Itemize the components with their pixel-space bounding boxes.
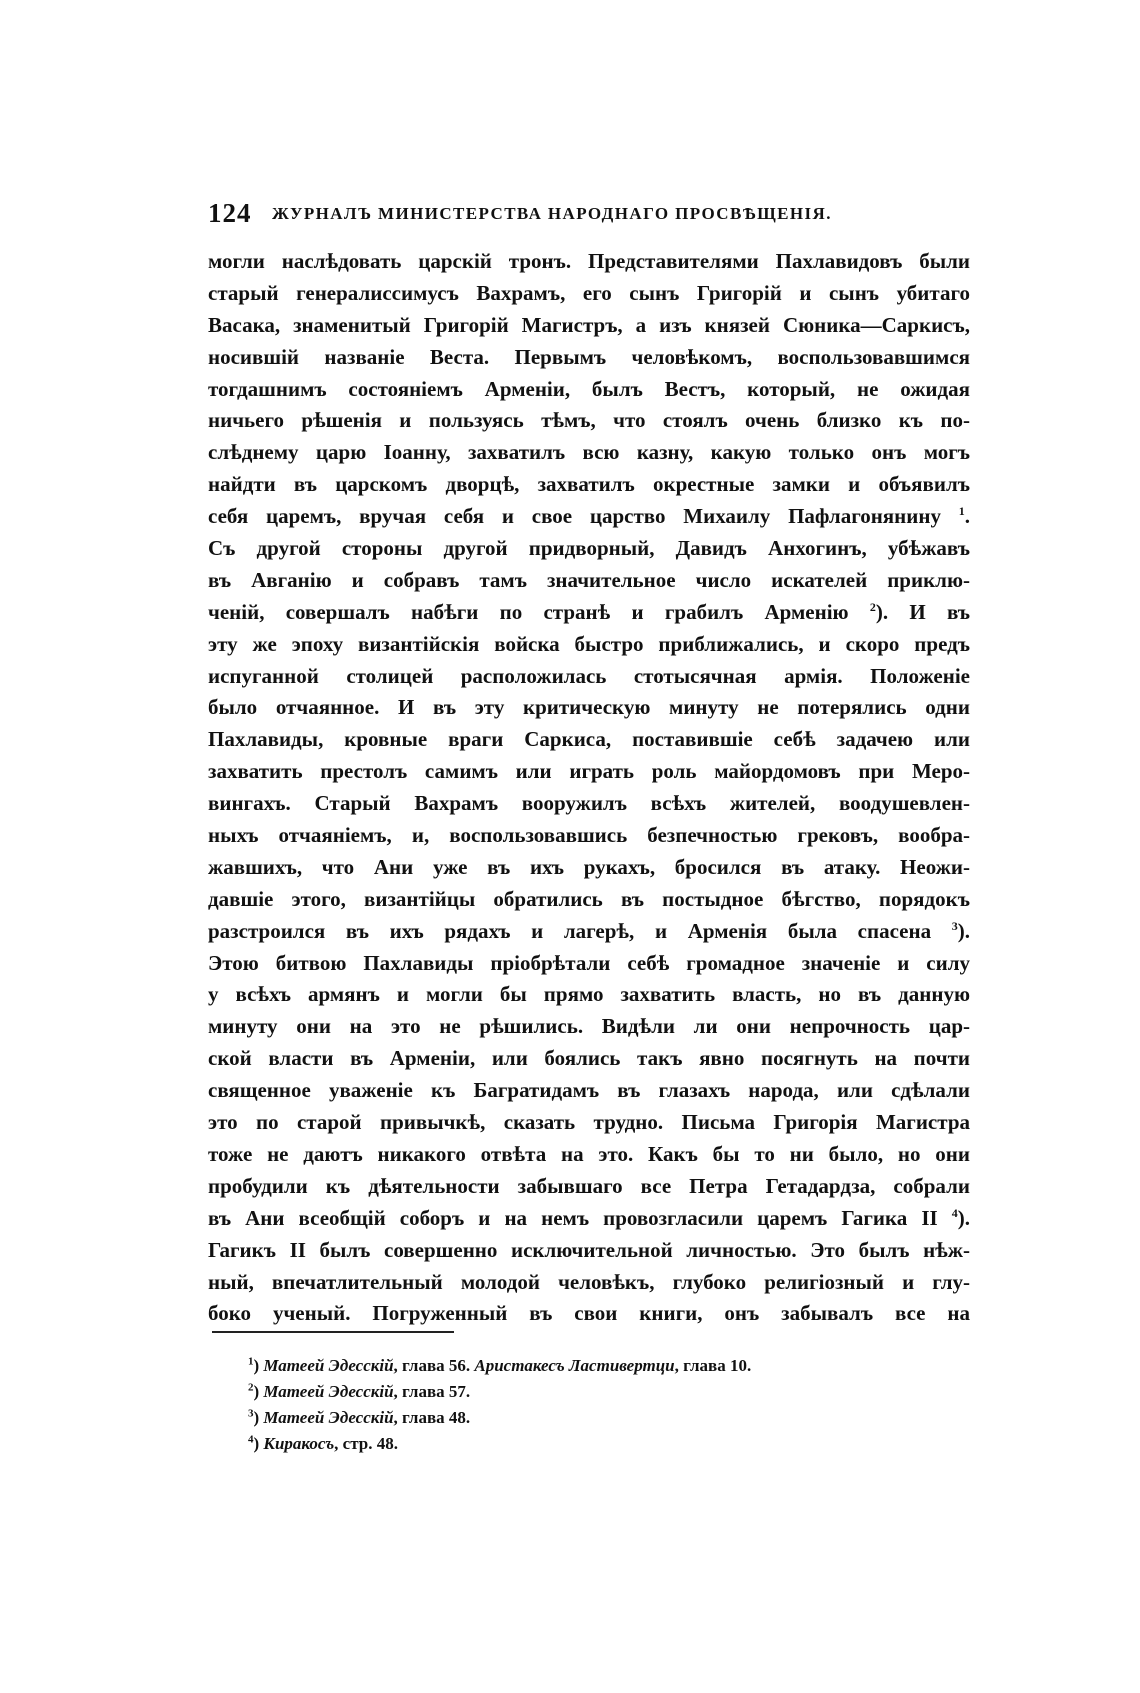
running-title: ЖУРНАЛЪ МИНИСТЕРСТВА НАРОДНАГО ПРОСВѢЩЕНІЯ. xyxy=(272,204,832,223)
footnote-author: Матеей Эдесскій xyxy=(263,1382,394,1401)
footnote-text: , стр. 48. xyxy=(334,1434,398,1453)
text-line: носившій названіе Веста. Первымъ человѣкомъ, воспользовавшимся xyxy=(208,344,970,369)
footnote-item xyxy=(248,1405,948,1431)
text-line-content: разстроился въ ихъ рядахъ и лагерѣ, и Арменія была спасена xyxy=(208,918,932,943)
body-text xyxy=(208,246,970,1330)
footnote-author: Аристакесъ Ластивертци xyxy=(474,1356,675,1375)
footnote-ref: 3 xyxy=(951,918,958,933)
text-line xyxy=(208,597,970,629)
text-line: у всѣхъ армянъ и могли бы прямо захватить власть, но въ данную xyxy=(208,982,970,1007)
footnote-author: Киракосъ xyxy=(263,1434,335,1453)
text-line: боко ученый. Погруженный въ свои книги, онъ забывалъ все на xyxy=(208,1301,970,1326)
text-line xyxy=(208,1203,970,1235)
footnote-text: , глава 56. xyxy=(393,1356,471,1375)
text-line-content: въ Ани всеобщій соборъ и на немъ провозгласили царемъ Гагика II xyxy=(208,1205,938,1230)
footnote-item xyxy=(248,1431,948,1457)
text-line: священное уваженіе къ Багратидамъ въ глазахъ народа, или сдѣлали xyxy=(208,1078,970,1103)
page-number: 124 xyxy=(208,198,252,228)
footnote-ref-tail: ). И въ xyxy=(875,599,970,624)
footnote-text: , глава 48. xyxy=(393,1408,471,1427)
text-line-content: ченій, совершалъ набѣги по странѣ и грабилъ Арменію xyxy=(208,599,849,624)
footnote-item xyxy=(248,1379,948,1405)
text-line: Васака, знаменитый Григорій Магистръ, а изъ князей Сюника—Саркисъ, xyxy=(208,312,970,337)
text-line: пробудили къ дѣятельности забывшаго все Петра Гетадардза, собрали xyxy=(208,1173,970,1198)
text-line: было отчаянное. И въ эту критическую минуту не потерялись одни xyxy=(208,695,970,720)
footnote-paren: ) xyxy=(253,1382,260,1401)
footnote-author: Матеей Эдесскій xyxy=(263,1408,394,1427)
text-line xyxy=(208,916,970,948)
text-line: найдти въ царскомъ дворцѣ, захватилъ окрестные замки и объявилъ xyxy=(208,472,970,497)
text-line: Этою битвою Пахлавиды пріобрѣтали себѣ громадное значеніе и силу xyxy=(208,950,970,975)
text-line: Гагикъ II былъ совершенно исключительной личностью. Это былъ нѣж- xyxy=(208,1237,970,1262)
footnote-ref-tail: . xyxy=(964,504,970,529)
footnote-paren: ) xyxy=(253,1356,260,1375)
text-line-content: себя царемъ, вручая себя и свое царство Михаилу Пафлагонянину xyxy=(208,504,941,529)
text-line xyxy=(208,501,970,533)
text-line: вингахъ. Старый Вахрамъ вооружилъ всѣхъ жителей, воодушевлен- xyxy=(208,791,970,816)
footnote-ref: 1 xyxy=(958,504,965,519)
footnote-ref-tail: ). xyxy=(957,1205,970,1230)
footnotes xyxy=(248,1353,948,1457)
text-line: испуганной столицей расположилась стотысячная армія. Положеніе xyxy=(208,663,970,688)
text-line: въ Авганію и собравъ тамъ значительное число искателей приклю- xyxy=(208,567,970,592)
text-line: могли наслѣдовать царскій тронъ. Представителями Пахлавидовъ были xyxy=(208,249,970,273)
text-line: ныхъ отчаяніемъ, и, воспользовавшись безпечностью грековъ, вообра- xyxy=(208,823,970,848)
footnote-separator xyxy=(212,1331,454,1333)
footnote-mark: 1 xyxy=(248,1355,254,1368)
footnote-text: , глава 57. xyxy=(393,1382,471,1401)
footnote-paren: ) xyxy=(253,1408,260,1427)
footnote-item xyxy=(248,1353,948,1379)
footnote-ref-tail: ). xyxy=(957,918,970,943)
text-line: это по старой привычкѣ, сказать трудно. Письма Григорія Магистра xyxy=(208,1110,970,1135)
footnote-ref: 4 xyxy=(951,1205,958,1220)
text-line: слѣднему царю Іоанну, захватилъ всю казну, какую только онъ могъ xyxy=(208,440,970,465)
text-line: тогдашнимъ состояніемъ Арменіи, былъ Вестъ, который, не ожидая xyxy=(208,376,970,401)
text-line: Съ другой стороны другой придворный, Давидъ Анхогинъ, убѣжавъ xyxy=(208,536,970,561)
footnote-text: , глава 10. xyxy=(674,1356,752,1375)
text-line: минуту они на это не рѣшились. Видѣли ли они непрочность цар- xyxy=(208,1014,970,1039)
text-line: старый генералиссимусъ Вахрамъ, его сынъ Григорій и сынъ убитаго xyxy=(208,280,970,305)
footnote-mark: 2 xyxy=(248,1381,254,1394)
text-line: тоже не даютъ никакого отвѣта на это. Какъ бы то ни было, но они xyxy=(208,1141,970,1166)
footnote-mark: 3 xyxy=(248,1407,254,1420)
footnote-ref: 2 xyxy=(869,599,876,614)
footnote-author: Матеей Эдесскій xyxy=(263,1356,394,1375)
page-header xyxy=(208,198,968,234)
footnote-paren: ) xyxy=(253,1434,260,1453)
text-line: Пахлавиды, кровные враги Саркиса, поставившіе себѣ задачею или xyxy=(208,727,970,752)
text-line: эту же эпоху византійскія войска быстро приближались, и скоро предъ xyxy=(208,631,970,656)
text-line: ской власти въ Арменіи, или боялись такъ явно посягнуть на почти xyxy=(208,1046,970,1071)
text-line: захватить престолъ самимъ или играть роль майордомовъ при Меро- xyxy=(208,759,970,784)
text-line: ничьего рѣшенія и пользуясь тѣмъ, что стоялъ очень близко къ по- xyxy=(208,408,970,433)
footnote-mark: 4 xyxy=(248,1433,254,1446)
text-line: жавшихъ, что Ани уже въ ихъ рукахъ, бросился въ атаку. Неожи- xyxy=(208,854,970,879)
text-line: ный, впечатлительный молодой человѣкъ, глубоко религіозный и глу- xyxy=(208,1269,970,1294)
text-line: давшіе этого, византійцы обратились въ постыдное бѣгство, порядокъ xyxy=(208,886,970,911)
